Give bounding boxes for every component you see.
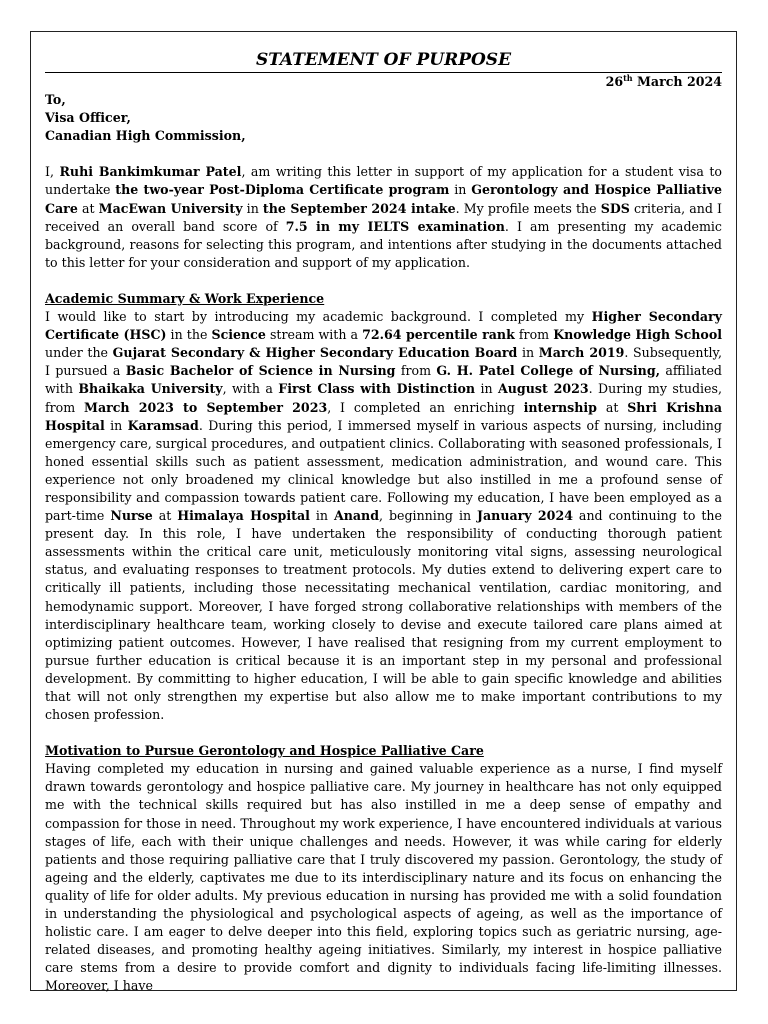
text-run: in bbox=[104, 417, 128, 433]
bold-text: G. H. Patel College of Nursing, bbox=[436, 363, 661, 379]
address-line: To, bbox=[45, 92, 66, 108]
text-run: , am writing this letter in support of my application for a student visa to undertake bbox=[45, 164, 722, 198]
section-heading-academic: Academic Summary & Work Experience bbox=[45, 290, 325, 306]
spacer bbox=[45, 145, 722, 163]
intro-paragraph bbox=[45, 163, 722, 272]
address-line: Canadian High Commission, bbox=[45, 128, 246, 144]
bold-text: 7.5 in my IELTS examination bbox=[285, 218, 505, 234]
bold-text: the two-year Post-Diploma Certificate program bbox=[115, 182, 450, 198]
bold-text: internship bbox=[523, 399, 597, 415]
text-run: and continuing to the present day. In this role, I have undertaken the responsibility of conducting thorough patient assessments within the critical care unit, meticulously monitoring vital signs, assessing neurological status, and evaluating responses to treatment protocols. My duties extend to delivering expert care to critically ill patients, including those necessitating mechanical ventilation, cardiac monitoring, and hemodynamic support. Moreover, I have forged strong collaborative relationships with members of the interdisciplinary healthcare team, working closely to devise and execute tailored care plans aimed at optimizing patient outcomes. However, I have realised that resigning from my current employment to pursue further education is critical because it is an important step in my personal and professional development. By committing to higher education, I will be able to gain specific knowledge and abilities that will not only strengthen my expertise but also allow me to make important contributions to my chosen profession. bbox=[45, 508, 722, 723]
document-body bbox=[45, 45, 722, 996]
bold-text: Shri Krishna Hospital bbox=[45, 399, 722, 433]
bold-text: January 2024 bbox=[477, 508, 573, 524]
bold-text: March 2019 bbox=[538, 345, 625, 361]
bold-text: Anand bbox=[333, 508, 380, 524]
text-run: at bbox=[77, 200, 99, 216]
text-run: under the bbox=[45, 345, 113, 361]
address-line: Visa Officer, bbox=[45, 110, 131, 126]
date-day: 26 bbox=[605, 74, 624, 89]
text-run: in bbox=[309, 508, 334, 524]
text-run: from bbox=[514, 327, 554, 343]
bold-text: Nurse bbox=[110, 508, 153, 524]
text-run: in bbox=[475, 381, 498, 397]
text-run: . I am presenting my academic background, reasons for selecting this program, and intentions after studying in the documents attached to this letter for your consideration and support of my application. bbox=[45, 218, 722, 270]
text-run: , beginning in bbox=[379, 508, 478, 524]
bold-text: SDS bbox=[600, 200, 630, 216]
bold-text: 72.64 percentile rank bbox=[362, 327, 515, 343]
bold-text: Science bbox=[211, 327, 266, 343]
text-run: . My profile meets the bbox=[455, 200, 601, 216]
bold-text: Ruhi Bankimkumar Patel bbox=[59, 164, 242, 180]
recipient-address bbox=[45, 91, 722, 145]
bold-text: First Class with Distinction bbox=[278, 381, 476, 397]
spacer bbox=[45, 724, 722, 742]
text-run: in the bbox=[166, 327, 212, 343]
bold-text: August 2023 bbox=[498, 381, 589, 397]
text-run: criteria, and I received an overall band score of bbox=[45, 200, 722, 234]
date-suffix: th bbox=[623, 72, 633, 83]
text-run: affiliated with bbox=[45, 363, 722, 397]
text-run: , with a bbox=[222, 381, 279, 397]
text-run: . During my studies, from bbox=[45, 381, 722, 415]
text-run: I, bbox=[45, 164, 60, 180]
letter-date bbox=[45, 73, 722, 91]
spacer bbox=[45, 272, 722, 290]
text-run: Having completed my education in nursing and gained valuable experience as a nurse, I find myself drawn towards gerontology and hospice palliative care. My journey in healthcare has not only equipped me with the technical skills required but has also instilled in me a deep sense of empathy and compassion for those in need. Throughout my work experience, I have encountered individuals at various stages of life, each with their unique challenges and needs. However, it was while caring for elderly patients and those requiring palliative care that I truly discovered my passion. Gerontology, the study of ageing and the elderly, captivates me due to its interdisciplinary nature and its focus on enhancing the quality of life for older adults. My previous education in nursing has provided me with a solid foundation in understanding the physiological and psychological aspects of ageing, as well as the importance of holistic care. I am eager to delve deeper into this field, exploring topics such as geriatric nursing, age-related diseases, and promoting healthy ageing initiatives. Similarly, my interest in hospice palliative care stems from a desire to provide comfort and dignity to individuals facing life-limiting illnesses. Moreover, I have bbox=[45, 761, 722, 994]
bold-text: Gujarat Secondary & Higher Secondary Education Board bbox=[112, 345, 518, 361]
text-run: from bbox=[395, 363, 437, 379]
bold-text: Higher Secondary Certificate (HSC) bbox=[45, 309, 722, 343]
bold-text: the September 2024 intake bbox=[262, 200, 456, 216]
section-heading-motivation: Motivation to Pursue Gerontology and Hospice Palliative Care bbox=[45, 743, 484, 759]
date-month-year: March 2024 bbox=[632, 74, 722, 89]
bold-text: Karamsad bbox=[127, 417, 199, 433]
document-title: STATEMENT OF PURPOSE bbox=[255, 50, 512, 70]
bold-text: Gerontology and Hospice Palliative Care bbox=[45, 182, 722, 216]
academic-paragraph bbox=[45, 308, 722, 724]
text-run: stream with a bbox=[265, 327, 363, 343]
motivation-paragraph bbox=[45, 760, 722, 995]
bold-text: MacEwan University bbox=[98, 200, 243, 216]
text-run: in bbox=[449, 182, 472, 198]
bold-text: Bhaikaka University bbox=[78, 381, 223, 397]
bold-text: Basic Bachelor of Science in Nursing bbox=[125, 363, 396, 379]
bold-text: Knowledge High School bbox=[553, 327, 723, 343]
bold-text: Himalaya Hospital bbox=[177, 508, 310, 524]
text-run: at bbox=[152, 508, 178, 524]
text-run: in bbox=[242, 200, 263, 216]
bold-text: March 2023 to September 2023 bbox=[84, 399, 328, 415]
text-run: . Subsequently, I pursued a bbox=[45, 345, 722, 379]
text-run: , I completed an enriching bbox=[327, 399, 524, 415]
text-run: in bbox=[517, 345, 539, 361]
text-run: . During this period, I immersed myself in various aspects of nursing, including emergency care, surgical procedures, and outpatient clinics. Collaborating with seasoned professionals, I honed essential skills such as patient assessment, medication administration, and wound care. This experience not only broadened my clinical knowledge but also instilled in me a profound sense of responsibility and compassion towards patient care. Following my education, I have been employed as a part-time bbox=[45, 417, 722, 524]
text-run: at bbox=[597, 399, 628, 415]
text-run: I would like to start by introducing my academic background. I completed my bbox=[45, 309, 592, 325]
